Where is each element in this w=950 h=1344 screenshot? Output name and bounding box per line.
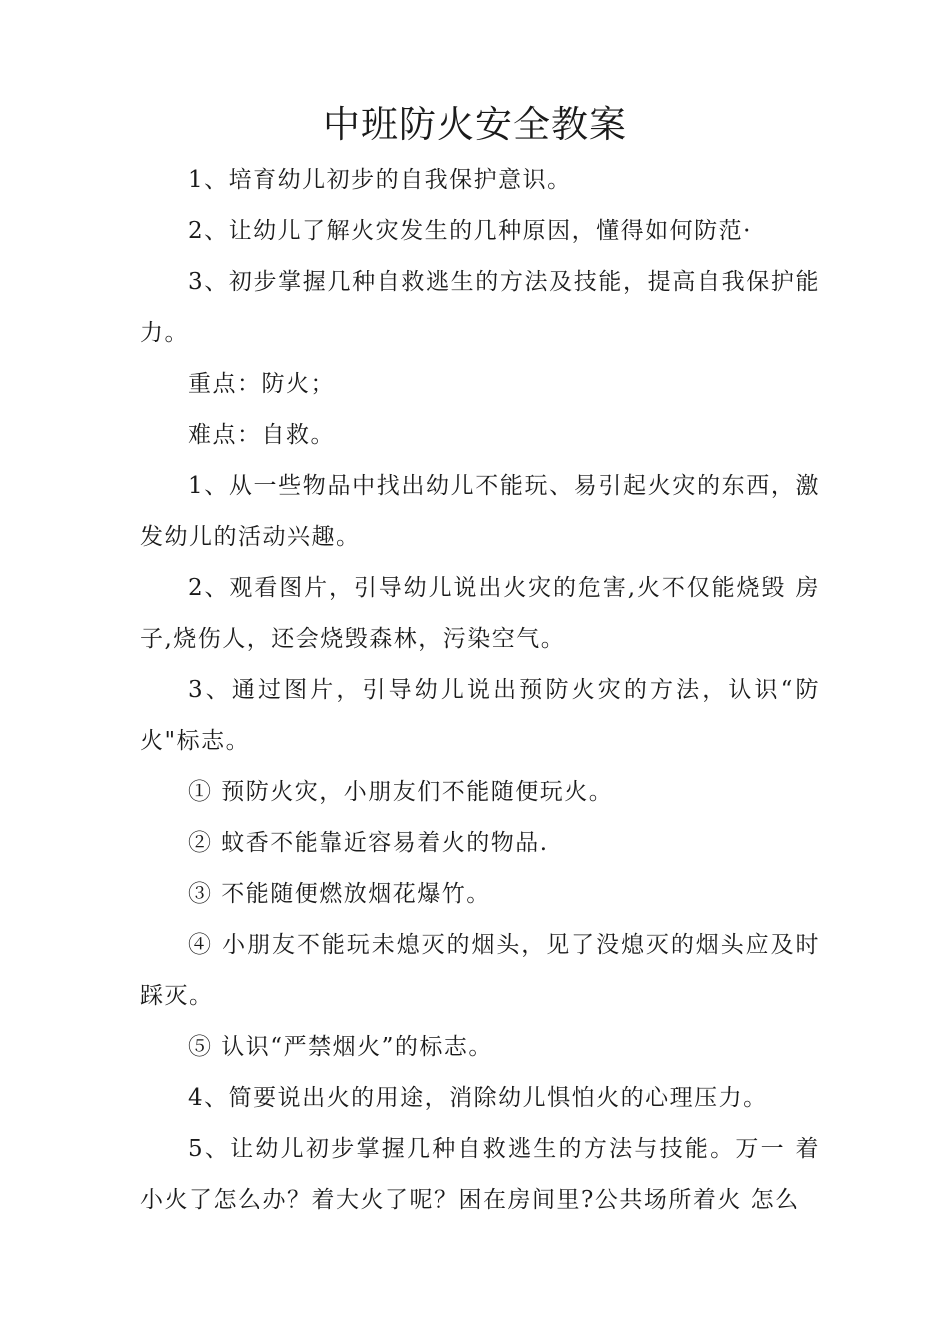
paragraph-step-3: 3、通过图片，引导幼儿说出预防火灾的方法，认识“防火"标志。 bbox=[140, 677, 820, 754]
paragraph-step-5: 5、让幼儿初步掌握几种自救逃生的方法与技能。万一 着小火了怎么办？着大火了呢？困在房间里?公共场所着火 怎么 bbox=[140, 1136, 820, 1213]
paragraph-step-2: 2、观看图片，引导幼儿说出火灾的危害,火不仅能烧毁 房子,烧伤人，还会烧毁森林，污染空气。 bbox=[140, 575, 820, 652]
document-body bbox=[140, 155, 820, 1226]
paragraph-item-5: ⑤ 认识“严禁烟火”的标志。 bbox=[188, 1034, 493, 1060]
paragraph-item-2: ② 蚊香不能靠近容易着火的物品. bbox=[188, 830, 549, 856]
paragraph-difficulty: 难点：自救。 bbox=[188, 422, 335, 448]
paragraph-step-4: 4、简要说出火的用途，消除幼儿惧怕火的心理压力。 bbox=[188, 1085, 768, 1111]
paragraph-goal-2: 2、让幼儿了解火灾发生的几种原因，懂得如何防范· bbox=[188, 218, 752, 244]
paragraph-goal-1: 1、培育幼儿初步的自我保护意识。 bbox=[188, 167, 572, 193]
paragraph-item-3: ③ 不能随便燃放烟花爆竹。 bbox=[188, 881, 491, 907]
paragraph-key-point: 重点：防火； bbox=[188, 371, 335, 397]
document-title: 中班防火安全教案 bbox=[323, 103, 627, 146]
paragraph-goal-3: 3、初步掌握几种自救逃生的方法及技能，提高自我保护能力。 bbox=[140, 269, 820, 346]
paragraph-item-1: ① 预防火灾，小朋友们不能随便玩火。 bbox=[188, 779, 614, 805]
paragraph-item-4: ④ 小朋友不能玩未熄灭的烟头，见了没熄灭的烟头应及时踩灭。 bbox=[140, 932, 820, 1009]
paragraph-step-1: 1、从一些物品中找出幼儿不能玩、易引起火灾的东西，激发幼儿的活动兴趣。 bbox=[140, 473, 820, 550]
